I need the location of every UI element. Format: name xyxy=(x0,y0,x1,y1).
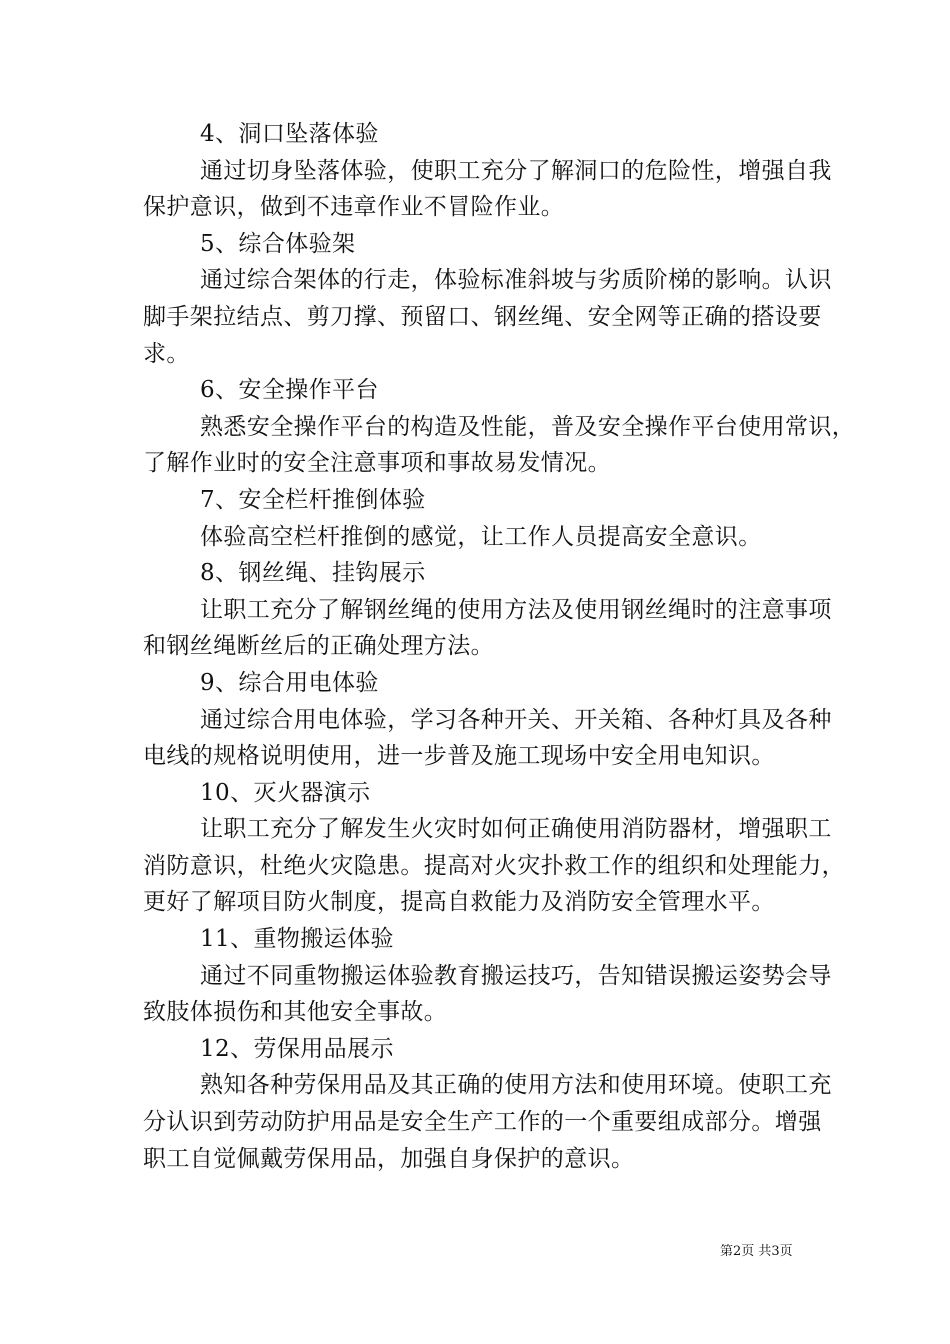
paragraph-line: 通过不同重物搬运体验教育搬运技巧，告知错误搬运姿势会导 xyxy=(200,962,832,989)
paragraph-line: 让职工充分了解发生火灾时如何正确使用消防器材，增强职工 xyxy=(200,816,832,843)
paragraph-line: 通过综合架体的行走，体验标准斜坡与劣质阶梯的影响。认识 xyxy=(200,267,832,294)
section-heading: 7、安全栏杆推倒体验 xyxy=(200,486,426,513)
paragraph-line: 通过综合用电体验，学习各种开关、开关箱、各种灯具及各种 xyxy=(200,706,832,733)
paragraph-line: 通过切身坠落体验，使职工充分了解洞口的危险性，增强自我 xyxy=(200,157,832,184)
paragraph-line: 和钢丝绳断丝后的正确处理方法。 xyxy=(143,633,494,660)
paragraph-line: 熟知各种劳保用品及其正确的使用方法和使用环境。使职工充 xyxy=(200,1072,832,1099)
section-heading: 8、钢丝绳、挂钩展示 xyxy=(200,560,426,587)
section-heading: 12、劳保用品展示 xyxy=(200,1035,394,1062)
paragraph-line: 让职工充分了解钢丝绳的使用方法及使用钢丝绳时的注意事项 xyxy=(200,596,832,623)
paragraph-line: 分认识到劳动防护用品是安全生产工作的一个重要组成部分。增强 xyxy=(143,1109,822,1136)
paragraph-line: 更好了解项目防火制度，提高自救能力及消防安全管理水平。 xyxy=(143,889,775,916)
section-heading: 4、洞口坠落体验 xyxy=(200,121,379,147)
paragraph-line: 熟悉安全操作平台的构造及性能，普及安全操作平台使用常识， xyxy=(200,413,856,440)
section-heading: 5、综合体验架 xyxy=(200,230,356,257)
paragraph-line: 消防意识，杜绝火灾隐患。提高对火灾扑救工作的组织和处理能力， xyxy=(143,852,845,879)
paragraph-line: 脚手架拉结点、剪刀撑、预留口、钢丝绳、安全网等正确的搭设要 xyxy=(143,303,822,330)
paragraph-line: 了解作业时的安全注意事项和事故易发情况。 xyxy=(143,450,611,477)
paragraph-line: 致肢体损伤和其他安全事故。 xyxy=(143,999,448,1026)
paragraph-line: 求。 xyxy=(143,340,190,367)
paragraph-line: 保护意识，做到不违章作业不冒险作业。 xyxy=(143,194,565,221)
page-number: 第2页 共3页 xyxy=(720,1244,793,1259)
document-body xyxy=(143,116,856,1177)
section-heading: 10、灭火器演示 xyxy=(200,779,371,806)
paragraph-line: 电线的规格说明使用，进一步普及施工现场中安全用电知识。 xyxy=(143,743,775,770)
section-heading: 6、安全操作平台 xyxy=(200,377,379,404)
section-heading: 9、综合用电体验 xyxy=(200,669,379,696)
section-heading: 11、重物搬运体验 xyxy=(200,926,394,953)
paragraph-line: 职工自觉佩戴劳保用品，加强自身保护的意识。 xyxy=(143,1145,635,1172)
paragraph-line: 体验高空栏杆推倒的感觉，让工作人员提高安全意识。 xyxy=(200,523,762,550)
